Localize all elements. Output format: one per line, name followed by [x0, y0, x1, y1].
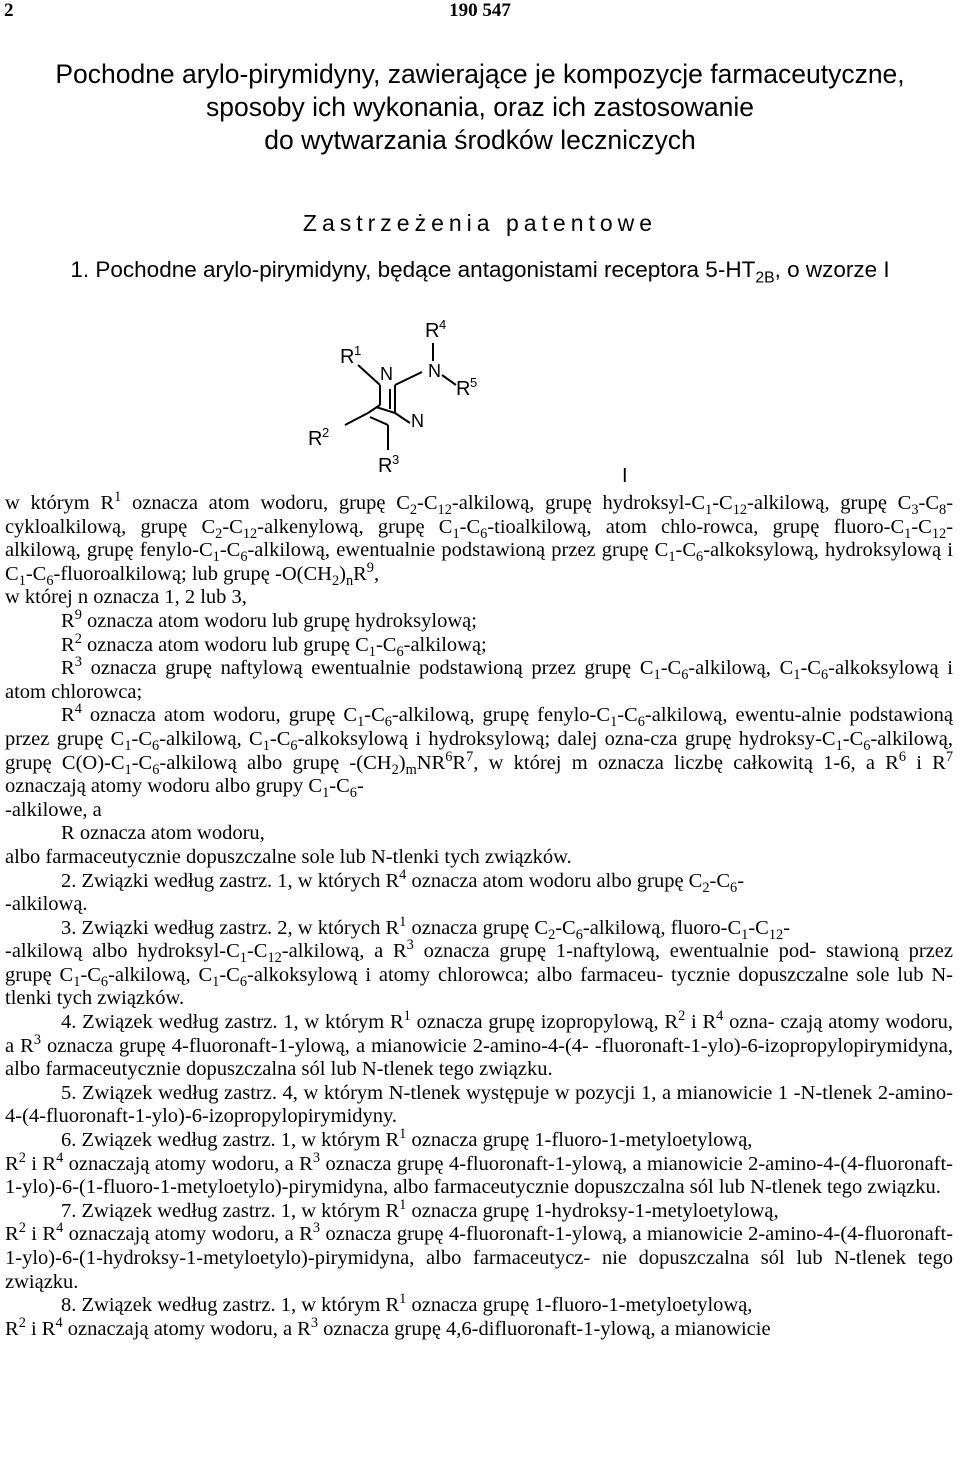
title-line-3: do wytwarzania środków leczniczych	[264, 125, 696, 155]
claim-1-r2-definition: $R^2$ oznacza atom wodoru lub grupę $C_1-C_6$-alkilową;	[61, 630, 487, 660]
formula-r2-sup: 2	[322, 425, 330, 440]
formula-r4-sup: 4	[439, 317, 447, 332]
claim-1-intro: 1. Pochodne arylo-pirymidyny, będące antagonistami receptora $5-HT_{2B}$, o wzorze I	[70, 257, 890, 287]
formula-r1: R	[340, 346, 355, 368]
title-line-1: Pochodne arylo-pirymidyny, zawierające je kompozycje farmaceutyczne,	[55, 59, 905, 89]
formula-r3: R	[378, 455, 393, 477]
formula-r5: R	[456, 378, 471, 400]
page-number: 2	[4, 0, 14, 21]
formula-r3-sup: 3	[392, 452, 400, 467]
formula-label: I	[622, 465, 628, 485]
chemical-structure-formula-i	[270, 305, 690, 485]
claims-heading: Zastrzeżenia patentowe	[302, 210, 658, 236]
formula-r5-sup: 5	[470, 375, 478, 390]
claim-2: 2. Związki według zastrz. 1, w których $R^4$ oznacza atom wodoru albo grupę $C_2-C_6-$ -alkilową.	[5, 866, 745, 916]
claims-body	[5, 489, 954, 1341]
claim-1-r1-definition: w którym $R^1$ oznacza atom wodoru, grupę $C_2-C_{12}$-alkilową, grupę hydroksyl-$C_1-C_{12}$-alkilową, grupę $C_3-C_8$-cykloalkilową, grupę $C_2-C_{12}$-alkenylową, grupę $C_1-C_6$-tioalkilową, atom chlo-rowca, grupę fluoro-$C_1-C_{12}$-alkilową, grupę fenylo-$C_1-C_6$-alkilową, ewentualnie podstawioną przez grupę $C_1-C_6$-alkoksylową, hydroksylową i $C_1-C_6$-fluoroalkilową; lub grupę $-O(CH_2)_nR^9$, w której n oznacza 1, 2 lub 3,	[5, 489, 954, 609]
claim-1-r4-definition: $R^4$ oznacza atom wodoru, grupę $C_1-C_6$-alkilową, grupę fenylo-$C_1-C_6$-alkilową, ewentu-alnie podstawioną przez grupę $C_1-C_6$-alkilową, $C_1-C_6$-alkoksylową i hydroksylową; dalej ozna-cza grupę hydroksy-$C_1-C_6$-alkilową, grupę $C(O)-C_1-C_6$-alkilową albo grupę $-(CH_2)_mNR^6R^7$, w której m oznacza liczbę całkowitą 1-6, a $R^6$ i $R^7$ oznaczają atomy wodoru albo grupy $C_1-C_6-$ -alkilowe, a	[5, 701, 953, 821]
claim-4: 4. Związek według zastrz. 1, w którym $R^1$ oznacza grupę izopropylową, $R^2$ i $R^4$ ozna- czają atomy wodoru, a $R^3$ oznacza grupę 4-fluoronaft-1-ylową, a mianowicie 2-amino-4-(4- -fluoronaft-1-ylo)-6-izopropylopirymidyna, albo farmaceutycznie dopuszczalna sól lub N-tlenek tego związku.	[5, 1008, 953, 1081]
claim-5: 5. Związek według zastrz. 4, w którym N-tlenek występuje w pozycji 1, a mianowicie 1 -N-tlenek 2-amino-4-(4-fluoronaft-1-ylo)-6-izopropylopirymidyny.	[5, 1081, 954, 1128]
title-line-2: sposoby ich wykonania, oraz ich zastosowanie	[206, 92, 754, 122]
patent-number: 190 547	[449, 0, 511, 21]
formula-r1-sup: 1	[354, 343, 362, 358]
claim-6: 6. Związek według zastrz. 1, w którym $R^1$ oznacza grupę 1-fluoro-1-metyloetylową, $R^2$ i $R^4$ oznaczają atomy wodoru, a $R^3$ oznacza grupę 4-fluoronaft-1-ylową, a mianowicie 2-amino-4-(4-fluoronaft-1-ylo)-6-(1-fluoro-1-metyloetylo)-pirymidyna, albo farmaceutycznie dopuszczalna sól lub N-tlenek tego związku.	[5, 1126, 954, 1199]
claim-1-closing: albo farmaceutycznie dopuszczalne sole lub N-tlenki tych związków.	[5, 845, 572, 868]
claim-3: 3. Związki według zastrz. 2, w których $R^1$ oznacza grupę $C_2-C_6$-alkilową, fluoro-$C_1-C_{12}-$ -alkilową albo hydroksyl-$C_1-C_{12}$-alkilową, a $R^3$ oznacza grupę 1-naftylową, ewentualnie pod- stawioną przez grupę $C_1-C_6$-alkilową, $C_1-C_6$-alkoksylową i atomy chlorowca; albo farmaceu- tycznie dopuszczalne sole lub N-tlenki tych związków.	[5, 913, 953, 1010]
claim-1-r3-definition: $R^3$ oznacza grupę naftylową ewentualnie podstawioną przez grupę $C_1-C_6$-alkilową, $C_1-C_6$-alkoksylową i atom chlorowca;	[5, 654, 953, 703]
formula-n1: N	[380, 364, 393, 384]
formula-n2: N	[428, 361, 441, 381]
formula-n3: N	[411, 411, 424, 431]
document-title	[0, 58, 960, 157]
formula-r2: R	[308, 428, 323, 450]
claim-1-r5-definition: R oznacza atom wodoru,	[61, 822, 265, 845]
claim-7: 7. Związek według zastrz. 1, w którym $R^1$ oznacza grupę 1-hydroksy-1-metyloetylową, $R^2$ i $R^4$ oznaczają atomy wodoru, a $R^3$ oznacza grupę 4-fluoronaft-1-ylową, a mianowicie 2-amino-4-(4-fluoronaft-1-ylo)-6-(1-hydroksy-1-metyloetylo)-pirymidyna, albo farmaceutycz- nie dopuszczalna sól lub N-tlenek tego związku.	[5, 1196, 954, 1293]
formula-r4: R	[425, 320, 440, 342]
claim-1-r9-definition: $R^9$ oznacza atom wodoru lub grupę hydroksylową;	[61, 607, 477, 632]
claim-8: 8. Związek według zastrz. 1, w którym $R^1$ oznacza grupę 1-fluoro-1-metyloetylową, $R^2$ i $R^4$ oznaczają atomy wodoru, a $R^3$ oznacza grupę 4,6-difluoronaft-1-ylową, a mianowicie	[5, 1291, 771, 1340]
